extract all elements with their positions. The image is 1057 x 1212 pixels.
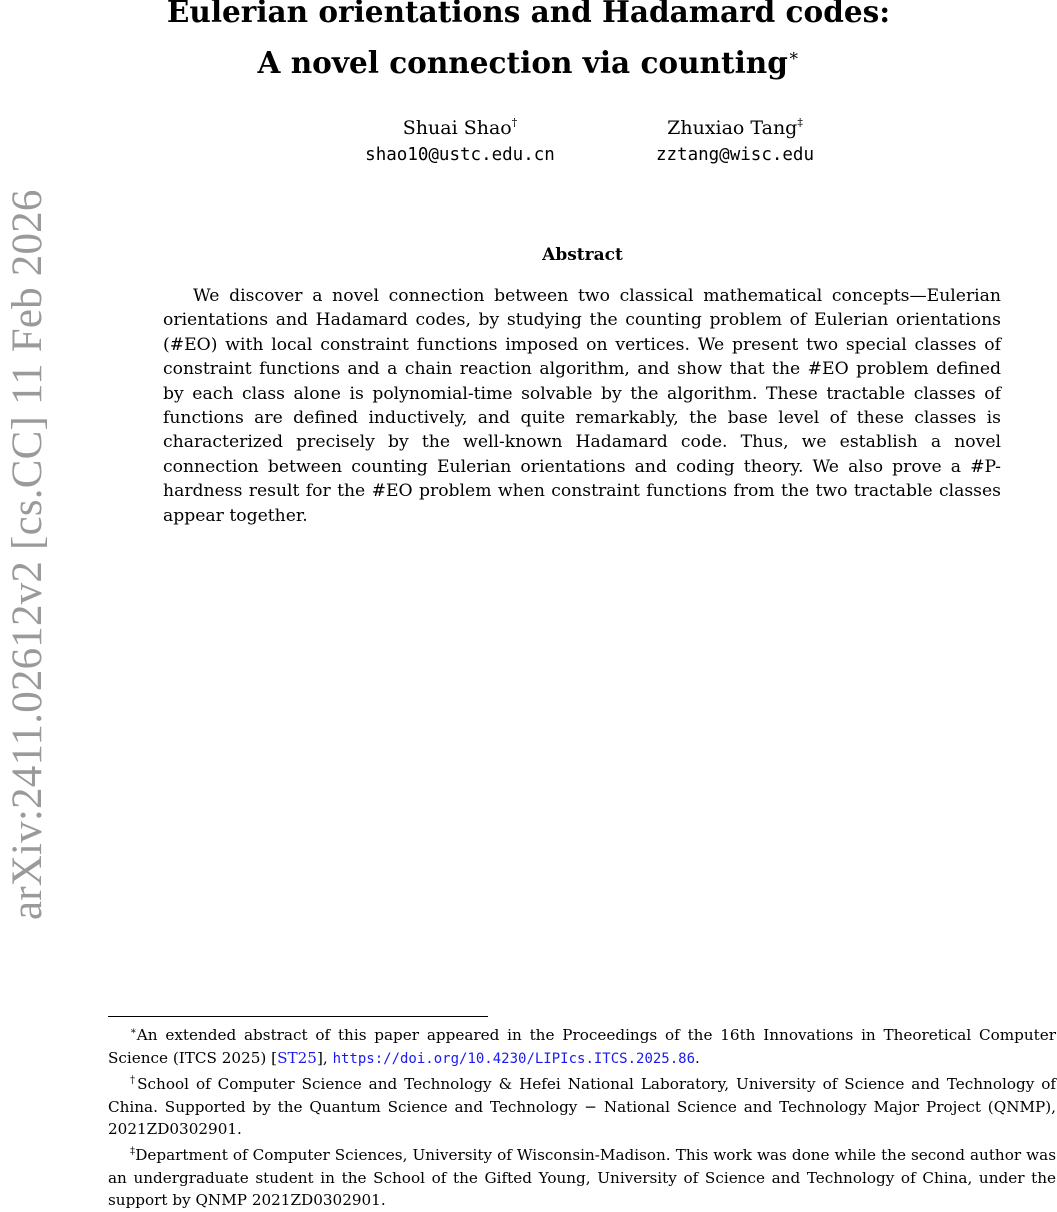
- author-footnote-mark: ‡: [797, 116, 803, 129]
- paper-title: [0, 0, 1057, 85]
- footnote-text: School of Computer Science and Technology & Hefei National Laboratory, University of Science and Technology of China. Supported by the Quantum Science and Technology − National Science and Technology Major Project (QNMP), 2021ZD0302901.: [108, 1075, 1057, 1139]
- footnote-text: Department of Computer Sciences, University of Wisconsin-Madison. This work was done while the second author was an undergraduate student in the School of the Gifted Young, University of Science and Technology of China, under the support by QNMP 2021ZD0302901.: [108, 1145, 1057, 1210]
- title-line-2-text: A novel connection via counting: [257, 45, 788, 80]
- footnotes: [108, 1021, 1056, 1212]
- footnote-text: .: [695, 1048, 700, 1067]
- title-footnote-mark: ∗: [787, 46, 800, 66]
- author-block-2: [575, 110, 895, 169]
- abstract-heading: Abstract: [542, 245, 623, 265]
- footnote-1: [108, 1021, 1056, 1070]
- author-name: [300, 110, 620, 141]
- footnote-mark: ∗: [130, 1026, 137, 1037]
- author-name-text: Shuai Shao: [402, 117, 512, 139]
- title-line-1: Eulerian orientations and Hadamard codes:: [166, 0, 891, 29]
- author-email[interactable]: zztang@wisc.edu: [655, 145, 815, 165]
- footnote-mark: †: [130, 1075, 138, 1087]
- footnote-divider: [108, 1016, 488, 1017]
- footnote-mark: ‡: [130, 1145, 136, 1157]
- author-footnote-mark: †: [511, 116, 518, 129]
- author-name-text: Zhuxiao Tang: [667, 117, 798, 139]
- author-email[interactable]: shao10@ustc.edu.cn: [365, 145, 555, 165]
- abstract-text: We discover a novel connection between two classical mathematical concepts—Eulerian orientations and Hadamard codes, by studying the counting problem of Eulerian orientations (#EO) with local constraint functions imposed on vertices. We present two special classes of constraint functions and a chain reaction algorithm, and show that the #EO problem defined by each class alone is polynomial-time solvable by the algorithm. These tractable classes of functions are defined inductively, and quite remarkably, the base level of these classes is characterized precisely by the well-known Hadamard code. Thus, we establish a novel connection between counting Eulerian orientations and coding theory. We also prove a #P-hardness result for the #EO problem when constraint functions from the two tractable classes appear together.: [163, 286, 1001, 526]
- arxiv-identifier-text: arXiv:2411.02612v2 [cs.CC] 11 Feb 2026: [4, 189, 51, 920]
- title-line-2: [0, 34, 1057, 85]
- footnote-2: [108, 1070, 1056, 1141]
- footnote-3: [108, 1141, 1056, 1212]
- footnote-text: ],: [316, 1048, 333, 1067]
- author-block-1: [300, 110, 620, 169]
- footnote-text: An extended abstract of this paper appeared in the Proceedings of the 16th Innovations in Theoretical Computer Science (ITCS 2025) [: [108, 1026, 1056, 1067]
- citation-link[interactable]: ST25: [277, 1048, 317, 1067]
- author-name: [575, 110, 895, 141]
- doi-link[interactable]: https://doi.org/10.4230/LIPIcs.ITCS.2025.86: [332, 1050, 696, 1067]
